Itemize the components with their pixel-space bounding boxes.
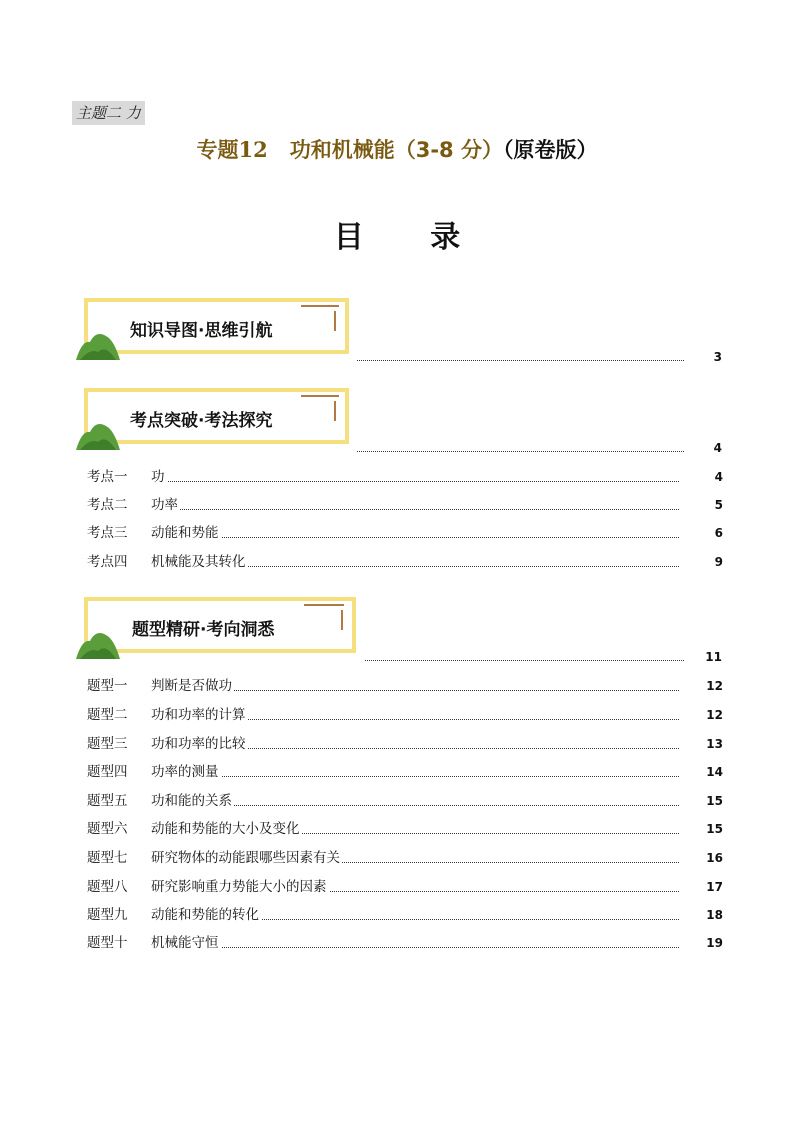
entry-key: 题型十 xyxy=(87,935,128,951)
toc-entry[interactable] xyxy=(87,467,723,487)
entry-title: 机械能守恒 xyxy=(151,935,219,951)
entry-title: 动能和势能的转化 xyxy=(151,907,259,923)
toc-row-exam-points[interactable] xyxy=(357,439,722,457)
entry-key: 题型七 xyxy=(87,850,128,866)
entry-key: 题型二 xyxy=(87,707,128,723)
mountain-icon xyxy=(76,330,120,360)
entry-key: 题型一 xyxy=(87,678,128,694)
toc-entry[interactable] xyxy=(87,877,723,897)
entry-title: 功率 xyxy=(151,497,178,513)
toc-entry[interactable] xyxy=(87,848,723,868)
entry-key: 题型九 xyxy=(87,907,128,923)
entry-title: 功和功率的计算 xyxy=(151,707,246,723)
entry-title: 功和能的关系 xyxy=(151,793,232,809)
entry-key: 题型四 xyxy=(87,764,128,780)
toc-row-question-types[interactable] xyxy=(365,648,722,666)
page-number: 12 xyxy=(706,708,723,722)
title-number: 12 xyxy=(238,137,268,162)
mountain-icon xyxy=(76,629,120,659)
title-prefix: 专题 xyxy=(196,138,239,162)
toc-entry[interactable] xyxy=(87,676,723,696)
page-number: 5 xyxy=(714,498,723,512)
page-number: 15 xyxy=(706,822,723,836)
page-number: 14 xyxy=(706,765,723,779)
entry-title: 动能和势能的大小及变化 xyxy=(151,821,300,837)
entry-title: 功率的测量 xyxy=(151,764,219,780)
banner-label: 知识导图·思维引航 xyxy=(130,321,273,341)
entry-key: 考点四 xyxy=(87,554,128,570)
title-main: 功和机械能（3-8 分） xyxy=(289,138,503,162)
banner-label: 考点突破·考法探究 xyxy=(130,411,273,431)
entry-key: 考点二 xyxy=(87,497,128,513)
topic-tag: 主题二 力 xyxy=(72,101,145,125)
toc-entry[interactable] xyxy=(87,905,723,925)
page-number: 13 xyxy=(706,737,723,751)
page-number: 17 xyxy=(706,880,723,894)
entry-key: 考点三 xyxy=(87,525,128,541)
toc-heading: 目 录 xyxy=(333,220,489,255)
banner-label: 题型精研·考向洞悉 xyxy=(132,620,275,640)
entry-title: 功 xyxy=(151,469,165,485)
mountain-icon xyxy=(76,420,120,450)
page-number: 12 xyxy=(706,679,723,693)
page-number: 16 xyxy=(706,851,723,865)
banner-knowledge-map xyxy=(76,298,351,360)
toc-entry[interactable] xyxy=(87,552,723,572)
entry-title: 研究物体的动能跟哪些因素有关 xyxy=(151,850,340,866)
entry-key: 题型八 xyxy=(87,879,128,895)
toc-entry[interactable] xyxy=(87,705,723,725)
entry-key: 考点一 xyxy=(87,469,128,485)
page-number: 19 xyxy=(706,936,723,950)
entry-key: 题型五 xyxy=(87,793,128,809)
banner-exam-points xyxy=(76,388,351,450)
toc-entry[interactable] xyxy=(87,495,723,515)
title-suffix: （原卷版） xyxy=(502,138,598,162)
page-number: 6 xyxy=(714,526,723,540)
entry-key: 题型六 xyxy=(87,821,128,837)
page-number: 4 xyxy=(714,470,723,484)
page-number: 15 xyxy=(706,794,723,808)
document-title xyxy=(0,134,794,164)
banner-question-types xyxy=(76,597,358,659)
entry-title: 机械能及其转化 xyxy=(151,554,246,570)
toc-entry[interactable] xyxy=(87,791,723,811)
entry-title: 判断是否做功 xyxy=(151,678,232,694)
entry-title: 功和功率的比较 xyxy=(151,736,246,752)
toc-entry[interactable] xyxy=(87,762,723,782)
toc-entry[interactable] xyxy=(87,734,723,754)
entry-title: 动能和势能 xyxy=(151,525,219,541)
entry-key: 题型三 xyxy=(87,736,128,752)
page-number: 4 xyxy=(713,441,722,455)
toc-entry[interactable] xyxy=(87,819,723,839)
page-number: 18 xyxy=(706,908,723,922)
page-number: 3 xyxy=(713,350,722,364)
page-number: 11 xyxy=(705,650,722,664)
toc-row-knowledge-map[interactable] xyxy=(357,348,722,366)
entry-title: 研究影响重力势能大小的因素 xyxy=(151,879,327,895)
page-number: 9 xyxy=(714,555,723,569)
toc-entry[interactable] xyxy=(87,933,723,953)
toc-entry[interactable] xyxy=(87,523,723,543)
